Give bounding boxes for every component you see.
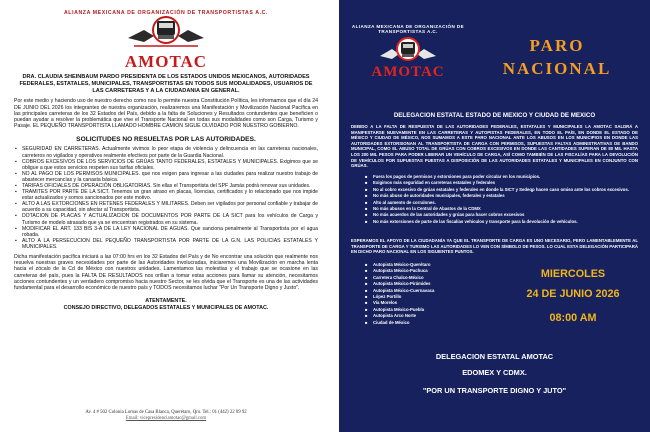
demands-list [365, 174, 630, 225]
list-item: ■ Alto al aumento de corralones. [365, 200, 630, 206]
list-item: ▪ DOTACION DE PLACAS Y ACTUALIZACION DE DOCUMENTOS POR PARTE DE LA SICT para los vehículos de Carga y Turismo de modelo atrasado que ya se encuentran registrados en su sistema. [14, 213, 318, 225]
flyer-footer-region: EDOMEX Y CDMX. [462, 368, 527, 377]
signature-line: CONSEJO DIRECTIVO, DELEGADOS ESTATALES Y MUNICIPALES DE AMOTAC. [63, 304, 269, 311]
list-item: ■ Exigimos más seguridad en carreteras estatales y federales [365, 180, 630, 186]
flyer-paragraph-2: ESPERAMOS EL APOYO DE LA CIUDADANÍA YA QUE EL TRANSPORTE DE CARGA ES UNO NECESARIO, PERO LAMENTABLEMENTE AL TRANSPORTE DE CARGA Y TURISMO LAS AUTORIDADES LO VEN CON SÍMBOLO DE PESOS. LO CUAL ESTA DELEGACIÓN PARTICIPARÁ EN DICHO PARO NACIONAL EN LOS SIGUIENTES PUNTOS. [351, 238, 638, 255]
amotac-logo [14, 6, 318, 70]
list-item: ■ Autopista México-Pachuca [365, 268, 495, 274]
list-item: ▪ COBROS EXCESIVOS DE LOS SERVICIOS DE GRÚAS TANTO FEDERALES, ESTATALES Y MUNICIPALES. Exigimos que se obligue a que estos servicios respeten sus tarifas oficiales. [14, 159, 318, 171]
list-item: ▪ MODIFICAR EL ART. 133 BIS 3-A DE LA LEY NACIONAL DE AGUAS. Que sanciona penalmente al Transportista por el agua robada. [14, 226, 318, 238]
flyer-association-name: ALIANZA MEXICANA DE ORGANIZACIÓN DE TRANSPORTISTAS A.C. [351, 24, 465, 34]
list-item: ■ Autopista México-Querétaro [365, 262, 495, 268]
event-day: MIERCOLES [540, 268, 606, 280]
flyer-brand: AMOTAC [371, 64, 445, 80]
truck-emblem-icon [378, 30, 438, 68]
requests-list [14, 146, 318, 250]
flyer-footer-delegation: DELEGACION ESTATAL AMOTAC [435, 352, 554, 361]
list-item: ■ No al cobro excesivo de grúas estatales y federales en donde la SICT y Sedeqp hacen caso omiso ante los cobros excesivos. [365, 187, 630, 193]
list-item: ■ Autopista México-Pirámides [365, 281, 495, 287]
list-item: ■ Autopista México-Puebla [365, 307, 495, 313]
list-item: ▪ TARIFAS OFICIALES DE OPERACIÓN OBLIGATORIAS. Sin ellas el Transportista del SPF Jamás podrá renovar sus unidades. [14, 183, 318, 189]
list-item: ■ No más abuso de autoridades municipales, federales y estatales [365, 193, 630, 199]
flyer-paragraph-1: DEBIDO A LA FALTA DE RESPUESTA DE LAS AUTORIDADES FEDERALES, ESTATALES Y MUNICIPALES LA AMOTAC SALDRÁ A MANIFESTARSE NUEVAMENTE EN LAS CARRETERAS Y AUTOPISTAS FEDERALES, EN TODO EL PAÍS, EN DONDE EL ESTADO DE MÉXICO Y CIUDAD DE MÉXICO, NOS SUMAMOS A ESTE PARO NACIONAL ANTE LOS ABUSOS EN LOS MUNICIPIOS EN DONDE LAS AUTORIDADES EXTORSIONAN AL TRANSPORTISTA DE CARGA CON PERMISOS, SUPUESTAS FALTAS ADMINISTRATIVAS DE BANDO MUNICIPAL, COMO EL ABUSO TOTAL DE GRÚAS CON COBROS EXCESIVOS EN DONDE LAS CANTIDADES SUPERAN DE 80 MIL HASTA LOS 200 MIL PESOS PARA PODER LIBERAR UN VEHÍCULO DE CARGA, ASÍ COMO TAMBIÉN DE LAS FISCALÍAS PARA LA DEVOLUCIÓN DE VEHÍCULOS POR SUPUESTAS PUESTAS A DISPOSICIÓN DE LAS AUTORIDADES ESTATALES Y MUNICIPALES EN CONJUNTO CON GRÚAS. [351, 124, 638, 169]
list-item: ■ López Portillo [365, 294, 495, 300]
list-item: ■ Vía Morelos [365, 300, 495, 306]
flyer-page [339, 0, 650, 432]
list-item: ■ No más abusos en la Central de Abastos de la CDMX [365, 206, 630, 212]
truck-emblem-icon [124, 8, 208, 52]
association-name: ALIANZA MEXICANA DE ORGANIZACIÓN DE TRANSPORTISTAS A.C. [63, 10, 269, 16]
flyer-footer-slogan: "POR UN TRANSPORTE DIGNO Y JUTO" [422, 386, 567, 395]
flyer-title [477, 34, 637, 80]
signature-block [14, 298, 318, 311]
brand-name: AMOTAC [124, 52, 208, 71]
event-date: 24 DE JUNIO 2026 [526, 288, 620, 300]
title-line: PARO [529, 36, 585, 55]
list-item: ■ No más acuerdos de las autoridades y grúas para hacer cobros excesivos [365, 212, 630, 218]
letter-closing: Dicha manifestación pacífica iniciará a las 07:00 hrs en los 32 Estados del País y de No encontrar una solución que realmente nos resuelva nuestras graves necesidades por parte de las Autoridades involucradas, iniciaremos una Movilización en marcha lenta hacia el zócalo de la Cd de México con nuestros unidades. Lamentamos las molestias y el trabajo que se ocasione en las carreteras del país, pues la FALTA DE RESULTADOS nos orillan a tomar estas acciones para llamar su atención, necesitamos acciones contundentes y un verdadero compromiso hacia nuestro Sector, se les olvida que el Transporte es una de las actividades fundamental para el desarrollo económico de nuestro país y TODOS necesitamos luchar "Por Un Transporte Digno y Justo". [14, 254, 318, 292]
list-item: ■ No más extorsiones de parte de las fiscalías vehiculos y transporte para la devolución de vehículos. [365, 219, 630, 225]
letter-footer [0, 410, 332, 422]
list-item: ▪ NO AL PAGO DE LOS PERMISOS MUNICIPALES. que nos exigen para ingresar a las ciudades para realizar nuestro trabajo de abastecer mercancías y la canasta básica. [14, 171, 318, 183]
list-item: ■ Ciudad de México [365, 320, 495, 326]
list-item: ▪ ALTO A LA PERSECUCION DEL PEQUEÑO TRANSPORTISTA POR PARTE DE LA G.N. LAS POLICIAS ESTATALES Y MUNICIPALES. [14, 238, 318, 250]
list-item: ■ Autopista México-Cuernavaca [365, 288, 495, 294]
letter-addressee: DRA. CLAUDIA SHEINBAUM PARDO PRESIDENTA DE LOS ESTADOS UNIDOS MEXICANOS, AUTORIDADES FEDERALES, ESTATALES, MUNICIPALES, TRANSPORTISTAS EN TODOS SUS MODALIDADES, USUARIOS DE LAS CARRETERAS Y A LA CIUDADANIA EN GENERAL. [19, 74, 313, 94]
event-time: 08:00 AM [549, 312, 597, 324]
flyer-logo [345, 4, 471, 92]
flyer-subtitle: DELEGACION ESTATAL ESTADO DE MEXICO Y CIUDAD DE MEXICO [393, 112, 596, 119]
list-item: ■ Autopista Arco Norte [365, 313, 495, 319]
footer-address: Av. 4 # 502 Colonia Lomas de Casa Blanca, Querétaro, Qro. Tel.: 01 (442) 22 09 92 [85, 410, 247, 415]
list-item: ■ Carretera Chalco-México [365, 275, 495, 281]
route-list [365, 262, 495, 326]
list-item: ▪ SEGURIDAD EN CARRETERAS. Actualmente vivimos lo peor etapa de violencia y delincuencia en las carreteras nacionales, carreteros no vigilados y operativos realmente efectivos por parte de la Guardia Nacional. [14, 146, 318, 158]
list-item: ■ Fuera los pagos de permisos y extorsiones para poder circular en los municipios. [365, 174, 630, 180]
list-item: ▪ ALTO A LAS EXTORCIONES EN RETENES FEDERALES Y MILITARES. Deben ser vigilados por personal confiable y trabajar de acuerdo a su capacidad, sin afectar al Transportista. [14, 201, 318, 213]
signature-line: ATENTAMENTE. [145, 298, 187, 305]
footer-email[interactable]: Email: vicepresidenciamotac@gmail.com [125, 416, 207, 421]
title-line: NACIONAL [502, 59, 612, 78]
letter-intro: Por este medio y haciendo uso de nuestro derecho como nos lo permite nuestra Constitución Política, les informamos que el día 24 DE JUNIO DEL 2026 los integrantes de nuestra organización, realizaremos una Manifestación y Movilización Nacional Pacífica en las principales carreteras de los 32 Estados del País, debido a la falta de Soluciones y Resultados contundentes que beneficien o puedan ayudar a resolver la problemática que vive el Transporte Nacional en todas sus modalidades como son Carga, Turismo y Pasaje. EL PEQUEÑO TRANSPORTISTA LLAMADO HOMBRE CAMION SIGUE OLVIDADO POR NUESTRO GOBIERNO. [14, 98, 318, 130]
requests-title: SOLICITUDES NO RESUELTAS POR LAS AUTORIDADES. [76, 136, 256, 144]
list-item: ▪ TRAMITES POR PARTE DE LA SICT. Tenemos un gran atraso en placas, licencias, certificados y lo relacionado que nos impide estar actualizados y somos sancionados por este motivo. [14, 189, 318, 201]
